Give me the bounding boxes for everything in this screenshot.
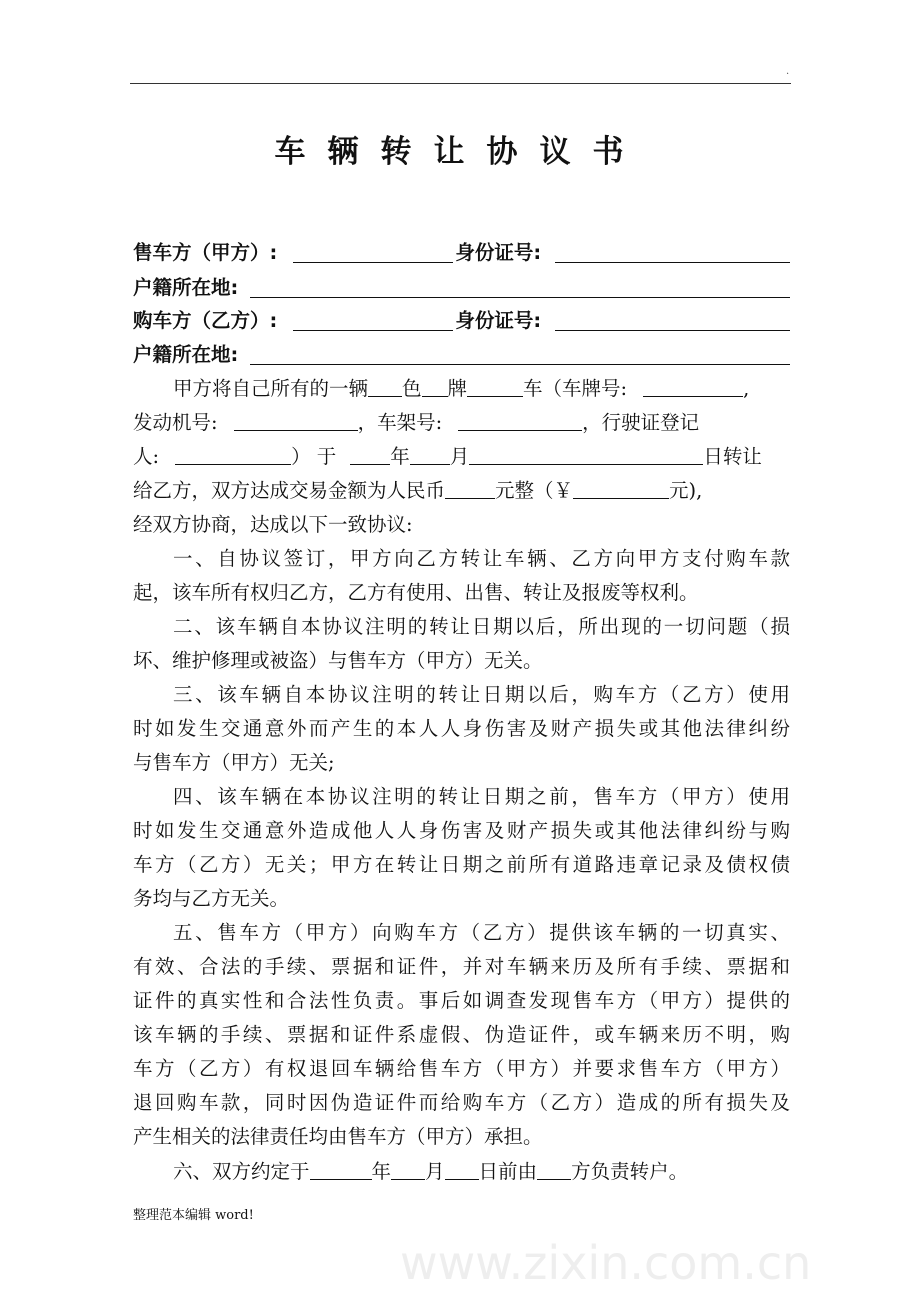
clause-2-line: 坏、维护修理或被盗）与售车方（甲方）无关。 (133, 649, 543, 672)
registrant-blank[interactable] (175, 446, 291, 465)
text: 人: (133, 445, 160, 468)
text: 年 (371, 1160, 392, 1183)
seller-label: 售车方（甲方）: (133, 241, 278, 264)
text: 月 (425, 1160, 445, 1183)
clause-5-line: 产生相关的法律责任均由售车方（甲方）承担。 (133, 1125, 543, 1148)
responsible-party-blank[interactable] (537, 1161, 571, 1180)
frame-no-blank[interactable] (458, 412, 582, 431)
text: 方负责转户。 (571, 1160, 689, 1183)
amount-figure-blank[interactable] (573, 480, 669, 499)
clause-5-line: 退回购车款，同时因伪造证件而给购车方（乙方）造成的所有损失及 (133, 1091, 790, 1114)
model-blank[interactable] (467, 378, 523, 397)
domicile-label: 户籍所在地: (133, 276, 239, 299)
clause-6 (133, 1160, 790, 1184)
seller-domicile-blank[interactable] (250, 277, 790, 298)
brand-blank[interactable] (422, 378, 448, 397)
header-rule (130, 83, 791, 84)
buyer-domicile-blank[interactable] (250, 344, 790, 365)
buyer-id-blank[interactable] (555, 310, 790, 331)
seller-name-blank[interactable] (293, 244, 453, 263)
buyer-domicile-line (133, 343, 790, 367)
text: 元整（￥ (495, 479, 574, 502)
text: 给乙方，双方达成交易金额为人民币 (133, 479, 446, 502)
intro-line-5: 经双方协商，达成以下一致协议: (133, 513, 413, 536)
clause-5-line: 五、售车方（甲方）向购车方（乙方）提供该车辆的一切真实、 (173, 921, 790, 944)
text: , (743, 377, 750, 400)
intro-line-4 (133, 479, 790, 503)
seller-id-blank[interactable] (555, 242, 790, 263)
day-blank[interactable] (469, 446, 703, 465)
plate-blank[interactable] (643, 378, 743, 397)
header-mark: . (786, 66, 790, 77)
clause-4-line: 车方（乙方）无关；甲方在转让日期之前所有道路违章记录及债权债 (133, 853, 790, 876)
clause-3-line: 与售车方（甲方）无关; (133, 751, 335, 774)
clause-4-line: 四、该车辆在本协议注明的转让日期之前，售车方（甲方）使用 (173, 785, 790, 808)
clause-2-line: 二、该车辆自本协议注明的转让日期以后，所出现的一切问题（损 (173, 615, 790, 638)
amount-words-blank[interactable] (445, 480, 495, 499)
watermark: www.zixin.com.cn (400, 1236, 812, 1290)
year-blank[interactable] (350, 446, 390, 465)
transfer-day-blank[interactable] (445, 1161, 479, 1180)
text: 甲方将自己所有的一辆 (173, 377, 369, 400)
domicile-label: 户籍所在地: (133, 343, 239, 366)
clause-5-line: 车方（乙方）有权退回车辆给售车方（甲方）并要求售车方（甲方） (133, 1057, 790, 1080)
text: ） 于 (291, 445, 337, 468)
buyer-name-blank[interactable] (293, 312, 453, 331)
text: 月 (449, 445, 470, 468)
clause-1-line: 起，该车所有权归乙方，乙方有使用、出售、转让及报废等权利。 (133, 581, 699, 604)
clause-3-line: 三、该车辆自本协议注明的转让日期以后，购车方（乙方）使用 (173, 683, 790, 706)
footer-note: 整理范本编辑 word! (133, 1208, 254, 1223)
text: 发动机号: (133, 411, 218, 434)
clause-5-line: 证件的真实性和合法性负责。事后如调查发现售车方（甲方）提供的 (133, 989, 790, 1012)
text: 牌 (447, 377, 468, 400)
intro-line-3 (133, 445, 790, 469)
text: 六、双方约定于 (173, 1160, 310, 1183)
clause-3-line: 时如发生交通意外而产生的本人人身伤害及财产损失或其他法律纠纷 (133, 717, 790, 740)
text: 元), (669, 479, 703, 502)
month-blank[interactable] (410, 446, 450, 465)
seller-line (133, 241, 790, 265)
text: 日前由 (478, 1160, 538, 1183)
clause-4-line: 时如发生交通意外造成他人人身伤害及财产损失或其他法律纠纷与购 (133, 819, 790, 842)
engine-no-blank[interactable] (234, 412, 358, 431)
transfer-month-blank[interactable] (391, 1161, 425, 1180)
clause-1-line: 一、自协议签订，甲方向乙方转让车辆、乙方向甲方支付购车款 (173, 547, 790, 570)
transfer-year-blank[interactable] (310, 1161, 372, 1180)
buyer-line (133, 309, 790, 333)
color-blank[interactable] (368, 378, 402, 397)
intro-line-1 (133, 377, 813, 401)
clause-4-line: 务均与乙方无关。 (133, 887, 290, 910)
text: ，行驶证登记 (582, 411, 700, 434)
buyer-id-label: 身份证号: (455, 309, 542, 332)
document-title: 车辆转让协议书 (274, 134, 646, 170)
text: 年 (390, 445, 410, 468)
clause-5-line: 有效、合法的手续、票据和证件，并对车辆来历及所有手续、票据和 (133, 955, 790, 978)
text: 车（车牌号: (523, 377, 628, 400)
clause-5-line: 该车辆的手续、票据和证件系虚假、伪造证件，或车辆来历不明，购 (133, 1023, 790, 1046)
intro-line-2 (133, 411, 790, 435)
text: 色 (402, 377, 422, 400)
buyer-label: 购车方（乙方）: (133, 309, 278, 332)
text: 日转让 (703, 445, 762, 468)
seller-id-label: 身份证号: (455, 241, 542, 264)
text: ，车架号: (357, 411, 443, 434)
seller-domicile-line (133, 276, 790, 300)
